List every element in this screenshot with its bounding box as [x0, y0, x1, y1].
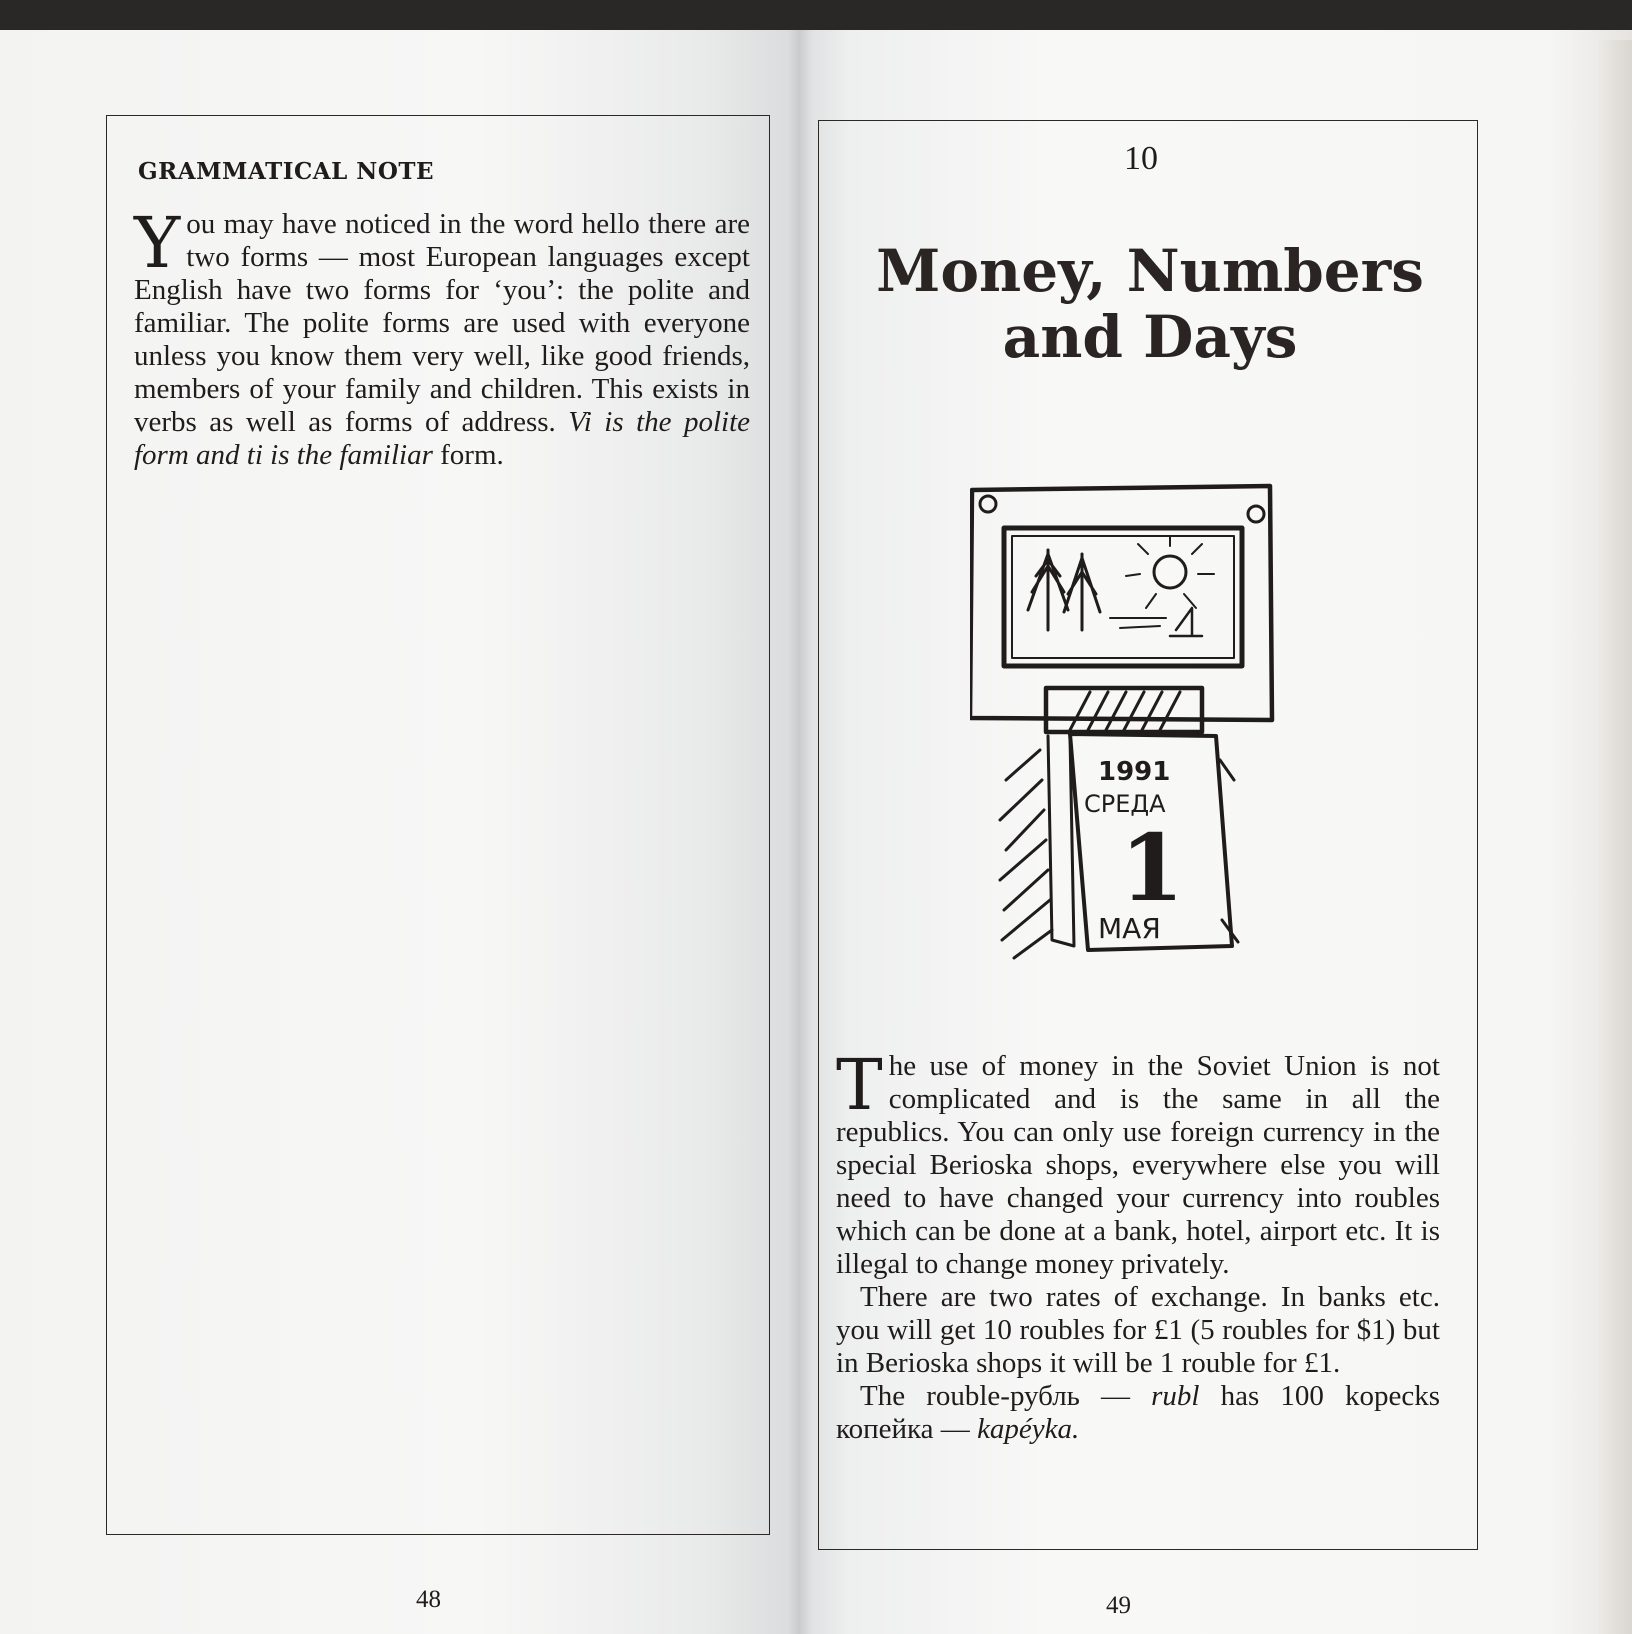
page-edges — [1598, 40, 1632, 1634]
calendar-month: МАЯ — [1098, 912, 1161, 945]
money-text — [836, 1044, 1441, 1446]
open-book — [0, 30, 1632, 1634]
chapter-title-line2: and Days — [1002, 303, 1298, 371]
note-italic: Vi is the polite form and ti is the familiar — [134, 406, 751, 471]
chapter-title-line1: Money, Numbers — [876, 237, 1424, 305]
money-paragraph-1: The use of money in the Soviet Union is not complicated and is the same in all the republics. You can only use foreign currency in the special Berioska shops, everywhere else you will need to have changed your currency into roubles which can be done at a bank, hotel, airport etc. It is illegal to change money privately. — [836, 1044, 1440, 1280]
page-number-left: 48 — [416, 1586, 441, 1613]
calendar-year: 1991 — [1098, 757, 1171, 787]
note-paragraph: ou may have noticed in the word hello there are two forms — most European languages except English have two forms for ‘you’: the polite and familiar. The polite forms are used with everyone unless you know them very well, like good friends, members of your family and children. This exists in verbs as well as forms of address. — [134, 208, 750, 438]
calendar-illustration — [970, 480, 1290, 990]
grammatical-note-heading: GRAMMATICAL NOTE — [138, 158, 435, 185]
chapter-number: 10 — [1124, 140, 1158, 177]
page-number-right: 49 — [1106, 1592, 1131, 1619]
dropcap: Y — [134, 202, 181, 284]
calendar-day: 1 — [1120, 814, 1185, 922]
money-paragraph-3: The rouble-рубль — rubl has 100 kopecks копейка — kapéyka. — [836, 1380, 1441, 1445]
calendar-weekday: СРЕДА — [1084, 790, 1166, 818]
note-end: form. — [432, 439, 504, 471]
book-spine — [788, 30, 812, 1634]
chapter-title — [840, 238, 1460, 370]
money-paragraph-2: There are two rates of exchange. In banks etc. you will get 10 roubles for £1 (5 roubles for $1) but in Berioska shops it will be 1 rouble for £1. — [836, 1281, 1440, 1379]
grammatical-note-text — [134, 202, 751, 472]
dropcap: T — [836, 1044, 883, 1126]
